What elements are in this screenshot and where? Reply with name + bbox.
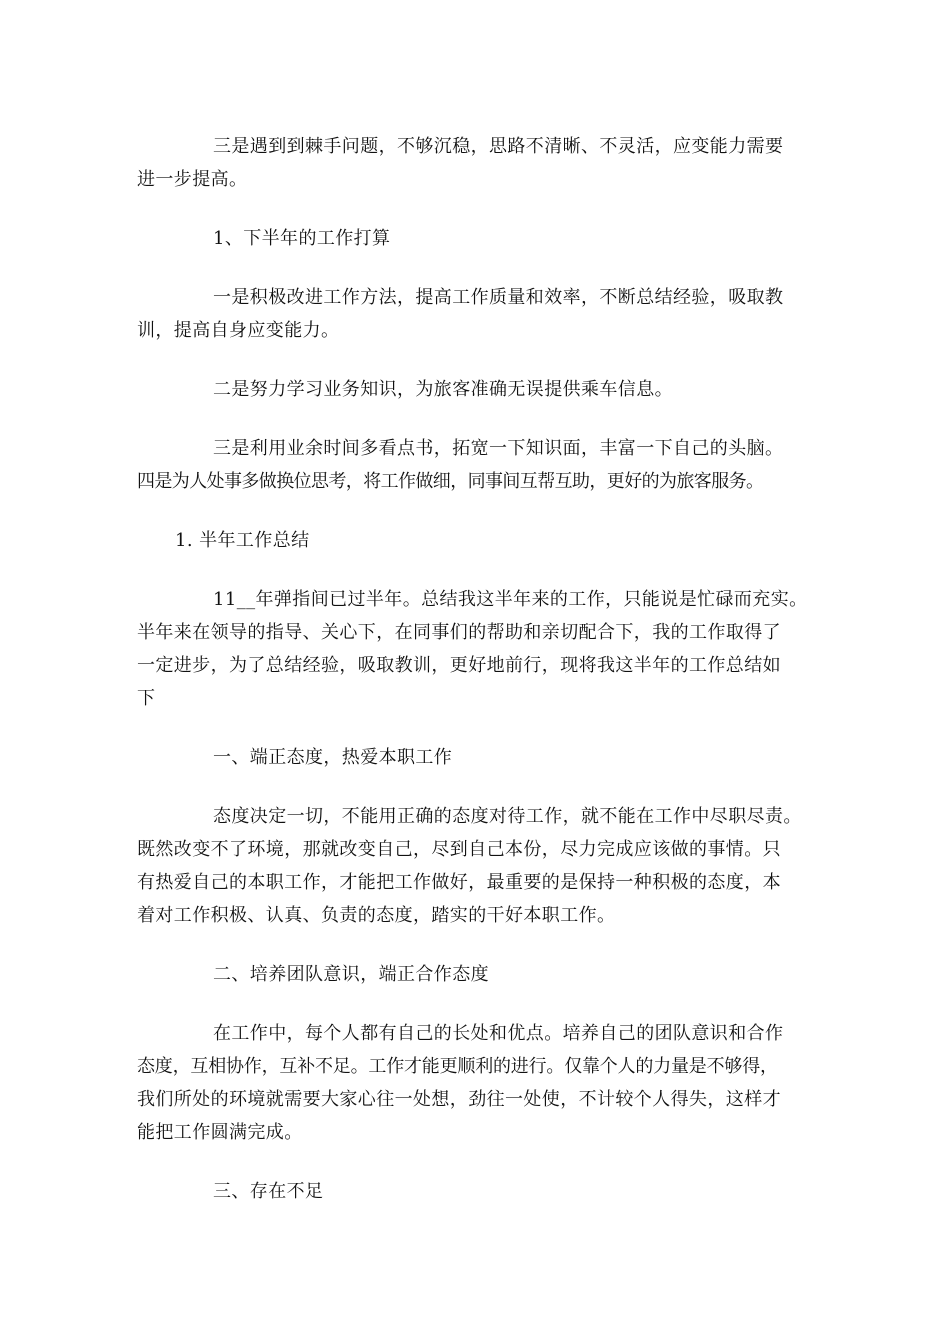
- section-heading-half-year-summary: [137, 524, 822, 557]
- text-line: 一是积极改进工作方法，提高工作质量和效率，不断总结经验，吸取教: [213, 287, 784, 308]
- text-line: 着对工作积极、认真、负责的态度，踏实的干好本职工作。: [137, 905, 616, 926]
- paragraph-plan-one: [137, 281, 822, 347]
- text-line: 二是努力学习业务知识，为旅客准确无误提供乘车信息。: [213, 379, 673, 400]
- text-line: 四是为人处事多做换位思考，将工作做细，同事间互帮互助，更好的为旅客服务。: [137, 471, 764, 492]
- heading-text: 1、下半年的工作打算: [213, 228, 391, 249]
- text-line: 进一步提高。: [137, 169, 248, 190]
- text-line: 既然改变不了环境，那就改变自己，尽到自己本份，尽力完成应该做的事情。只: [137, 839, 781, 860]
- text-line: 在工作中，每个人都有自己的长处和优点。培养自己的团队意识和合作: [213, 1023, 784, 1044]
- document-body: [137, 130, 822, 1234]
- heading-text: 1. 半年工作总结: [175, 530, 310, 551]
- heading-text: 一、端正态度，热爱本职工作: [213, 747, 453, 768]
- text-line: 我们所处的环境就需要大家心往一处想，劲往一处使，不计较个人得失，这样才: [137, 1089, 781, 1110]
- text-line: 下: [137, 688, 156, 709]
- text-line: 11__年弹指间已过半年。总结我这半年来的工作，只能说是忙碌而充实。: [213, 589, 808, 610]
- section-heading-attitude: [137, 741, 822, 774]
- text-line: 有热爱自己的本职工作，才能把工作做好，最重要的是保持一种积极的态度，本: [137, 872, 781, 893]
- text-line: 三是遇到到棘手问题，不够沉稳，思路不清晰、不灵活，应变能力需要: [213, 136, 784, 157]
- text-line: 一定进步，为了总结经验，吸取教训，更好地前行，现将我这半年的工作总结如: [137, 655, 781, 676]
- section-heading-second-half-plan: [137, 222, 822, 255]
- text-line: 训，提高自身应变能力。: [137, 320, 340, 341]
- heading-text: 三、存在不足: [213, 1181, 324, 1202]
- paragraph-insufficiency-three: [137, 130, 822, 196]
- paragraph-plan-two: [137, 373, 822, 406]
- section-heading-teamwork: [137, 958, 822, 991]
- paragraph-attitude: [137, 800, 822, 932]
- paragraph-summary-intro: [137, 583, 822, 715]
- text-line: 态度，互相协作，互补不足。工作才能更顺利的进行。仅靠个人的力量是不够得，: [137, 1056, 778, 1077]
- text-line: 半年来在领导的指导、关心下，在同事们的帮助和亲切配合下，我的工作取得了: [137, 622, 781, 643]
- section-heading-shortcomings: [137, 1175, 822, 1208]
- text-line: 三是利用业余时间多看点书，拓宽一下知识面，丰富一下自己的头脑。: [213, 438, 784, 459]
- text-line: 能把工作圆满完成。: [137, 1122, 303, 1143]
- paragraph-plan-three-four: [137, 432, 822, 498]
- text-line: 态度决定一切，不能用正确的态度对待工作，就不能在工作中尽职尽责。: [213, 806, 802, 827]
- paragraph-teamwork: [137, 1017, 822, 1149]
- heading-text: 二、培养团队意识，端正合作态度: [213, 964, 489, 985]
